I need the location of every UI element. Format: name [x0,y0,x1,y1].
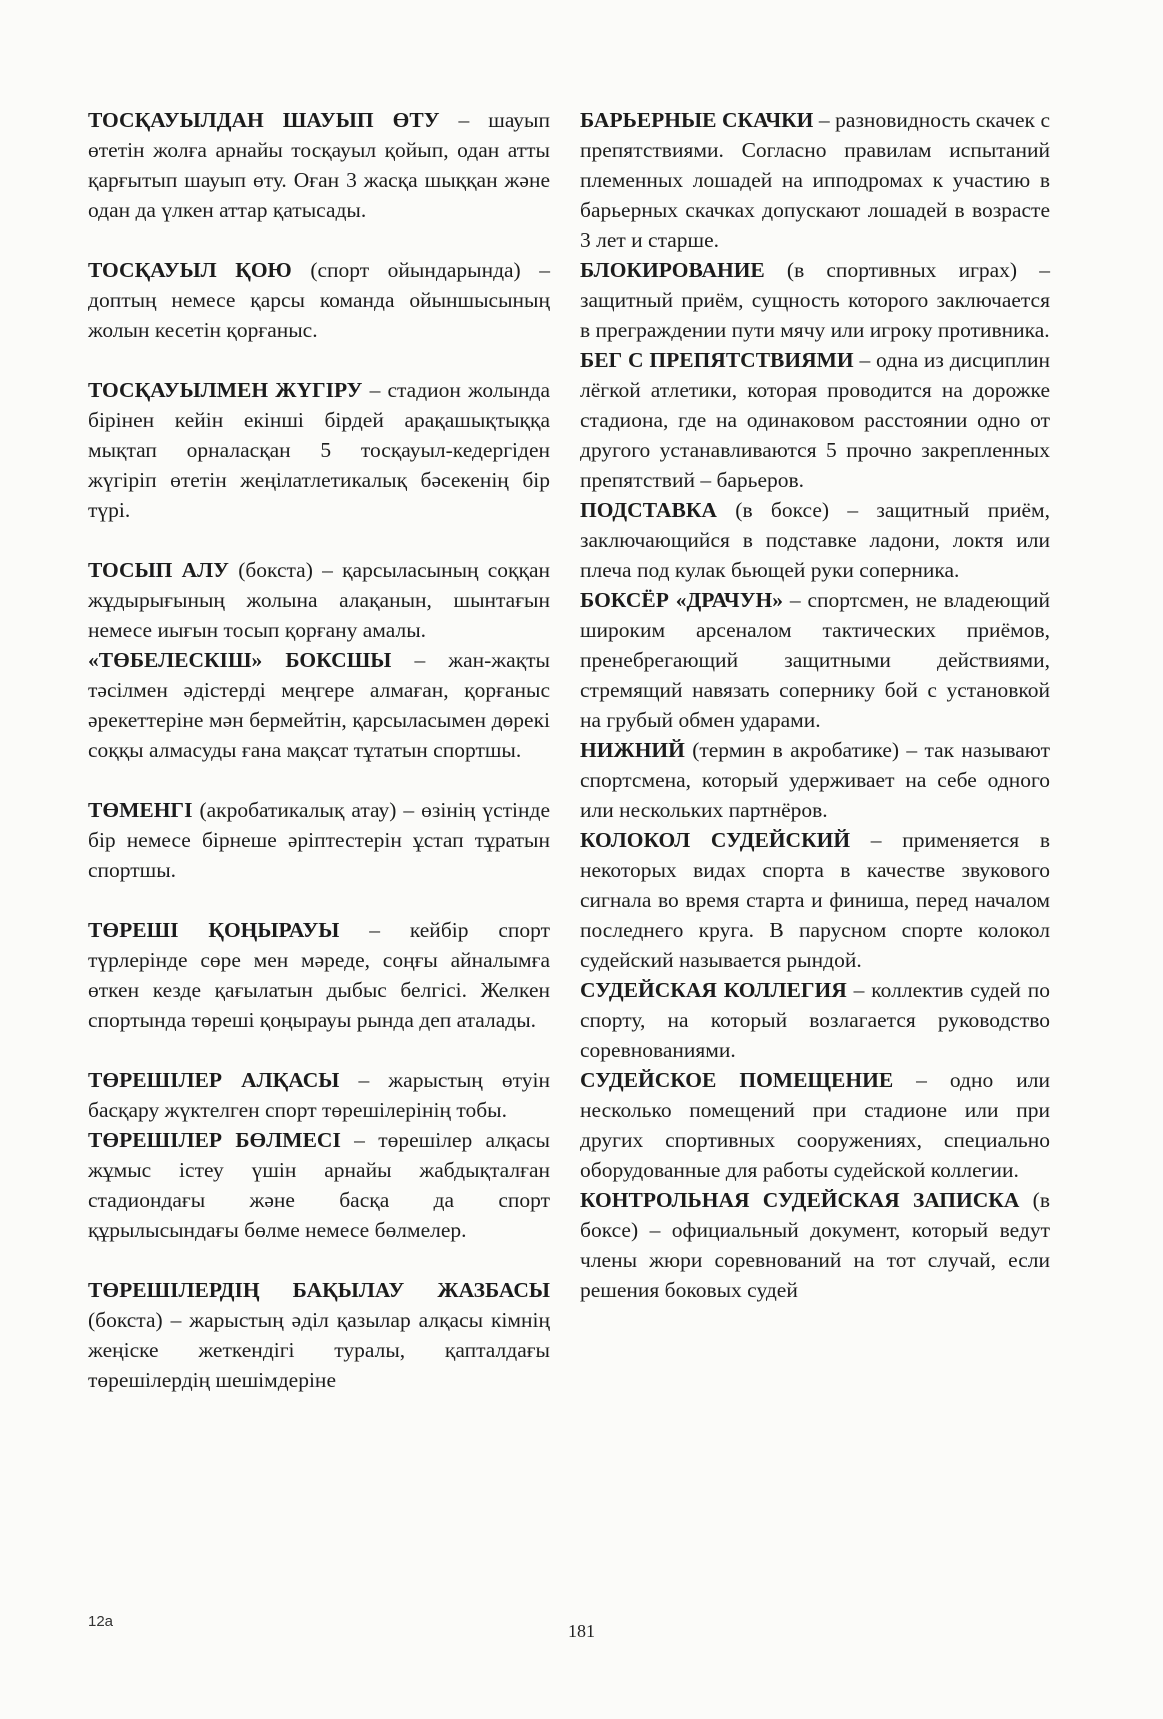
entry-definition: – стадион жолында бірінен кейін екінші бірдей арақашықтыққа мықтап орналасқан 5 тосқауыл-кедергіден жүгіріп өтетін жеңілатлетикалық бәсекенің бір түрі. [88,378,550,522]
entry-definition: (термин в акробатике) – так называют спортсмена, который удерживает на себе одного или нескольких партнёров. [580,738,1050,822]
entry-definition: – төрешілер алқасы жұмыс істеу үшін арнайы жабдықталған стадиондағы және басқа да спорт құрылысындағы бөлме немесе бөлмелер. [88,1128,550,1242]
dictionary-entry [580,1185,1050,1305]
entry-term: КОНТРОЛЬНАЯ СУДЕЙСКАЯ ЗАПИСКА [580,1188,1020,1212]
entry-definition: – шауып өтетін жолға арнайы тосқауыл қойып, одан атты қарғытып шауып өту. Оған 3 жасқа шыққан және одан да үлкен аттар қатысады. [88,108,550,222]
entry-term: БЛОКИРОВАНИЕ [580,258,765,282]
entry-definition: – жан-жақты тәсілмен әдістерді меңгере алмаған, қорғаныс әрекеттеріне мән бермейтін, қарсыласымен дөрекі соққы алмасуды ғана мақсат тұтатын спортшы. [88,648,550,762]
entry-definition: – жарыстың өтуін басқару жүктелген спорт төрешілерінің тобы. [88,1068,550,1122]
dictionary-entry [580,975,1050,1065]
entry-definition: – спортсмен, не владеющий широким арсеналом тактических приёмов, пренебрегающий защитными действиями, стремящий навязать сопернику бой с установкой на грубый обмен ударами. [580,588,1051,732]
entry-term: ТӨМЕНГІ [88,798,193,822]
dictionary-entry [580,105,1050,255]
dictionary-entry [88,105,550,225]
entry-definition: – разновидность скачек с препятствиями. Согласно правилам испытаний племенных лошадей на ипподромах к участию в барьерных скачках допускают лошадей в возрасте 3 лет и старше. [580,108,1050,252]
kazakh-column [88,105,550,1395]
entry-term: ТОСҚАУЫЛМЕН ЖҮГІРУ [88,378,363,402]
dictionary-entry [88,915,550,1035]
entry-term: СУДЕЙСКОЕ ПОМЕЩЕНИЕ [580,1068,894,1092]
entry-definition: (спорт ойындарында) – доптың немесе қарсы команда ойыншысының жолын кесетін қорғаныс. [88,258,551,342]
dictionary-entry [88,1125,550,1245]
entry-definition: (в боксе) – защитный приём, заключающийся в подставке ладони, локтя или плеча под кулак бьющей руки соперника. [580,498,1050,582]
entry-term: ТОСЫП АЛУ [88,558,229,582]
dictionary-entry [88,795,550,885]
entry-term: ТӨРЕШІЛЕР БӨЛМЕСІ [88,1128,341,1152]
entry-term: ТӨРЕШІЛЕРДІҢ БАҚЫЛАУ ЖАЗБАСЫ [88,1278,550,1302]
entry-definition: – кейбір спорт түрлерінде сөре мен мәреде, соңғы айналымға өткен кезде қағылатын дыбыс белгісі. Желкен спортында төреші қоңырауы рында деп аталады. [88,918,550,1032]
page-number: 181 [568,1621,595,1641]
signature-mark: 12a [88,1613,114,1630]
entry-term: ПОДСТАВКА [580,498,717,522]
dictionary-entry [580,825,1050,975]
entry-term: ТӨРЕШІЛЕР АЛҚАСЫ [88,1068,340,1092]
entry-term: БАРЬЕРНЫЕ СКАЧКИ [580,108,814,132]
dictionary-entry [580,495,1050,585]
entry-term: НИЖНИЙ [580,738,685,762]
dictionary-entry [580,735,1050,825]
entry-definition: – одна из дисциплин лёгкой атлетики, которая проводится на дорожке стадиона, где на одинаковом расстоянии одно от другого устанавливаются 5 прочно закрепленных препятствий – барьеров. [580,348,1050,492]
dictionary-entry [88,255,550,345]
entry-term: ТОСҚАУЫЛДАН ШАУЫП ӨТУ [88,108,440,132]
entry-term: СУДЕЙСКАЯ КОЛЛЕГИЯ [580,978,847,1002]
entry-definition: (акробатикалық атау) – өзінің үстінде бір немесе бірнеше әріптестерін ұстап тұратын спортшы. [88,798,550,882]
dictionary-entry [580,585,1050,735]
entry-definition: (бокста) – қарсыласының соққан жұдырығының жолына алақанын, шынтағын немесе иығын тосып қорғану амалы. [88,558,550,642]
entry-definition: – коллектив судей по спорту, на который возлагается руководство соревнованиями. [580,978,1051,1062]
entry-term: КОЛОКОЛ СУДЕЙСКИЙ [580,828,851,852]
dictionary-entry [88,555,550,645]
entry-term: «ТӨБЕЛЕСКІШ» БОКСШЫ [88,648,392,672]
dictionary-entry [88,1275,550,1395]
entry-term: БЕГ С ПРЕПЯТСТВИЯМИ [580,348,854,372]
dictionary-entry [580,1065,1050,1185]
dictionary-entry [88,1065,550,1125]
entry-definition: – одно или несколько помещений при стадионе или при других спортивных сооружениях, специально оборудованные для работы судейской коллегии. [580,1068,1050,1182]
dictionary-entry [580,345,1050,495]
entry-term: ТОСҚАУЫЛ ҚОЮ [88,258,292,282]
entry-definition: (бокста) – жарыстың әділ қазылар алқасы кімнің жеңіске жеткендігі туралы, қапталдағы төрешілердің шешімдеріне [88,1308,550,1392]
russian-column [580,105,1050,1305]
entry-term: БОКСЁР «ДРАЧУН» [580,588,783,612]
entry-definition: – применяется в некоторых видах спорта в качестве звукового сигнала во время старта и финиша, перед началом последнего круга. В парусном спорте колокол судейский называется рындой. [580,828,1050,972]
dictionary-entry [88,645,550,765]
dictionary-entry [88,375,550,525]
entry-definition: (в боксе) – официальный документ, который ведут члены жюри соревнований на тот случай, если решения боковых судей [580,1188,1050,1302]
entry-term: ТӨРЕШІ ҚОҢЫРАУЫ [88,918,340,942]
entry-definition: (в спортивных играх) – защитный приём, сущность которого заключается в преграждении пути мячу или игроку противника. [580,258,1050,342]
dictionary-entry [580,255,1050,345]
